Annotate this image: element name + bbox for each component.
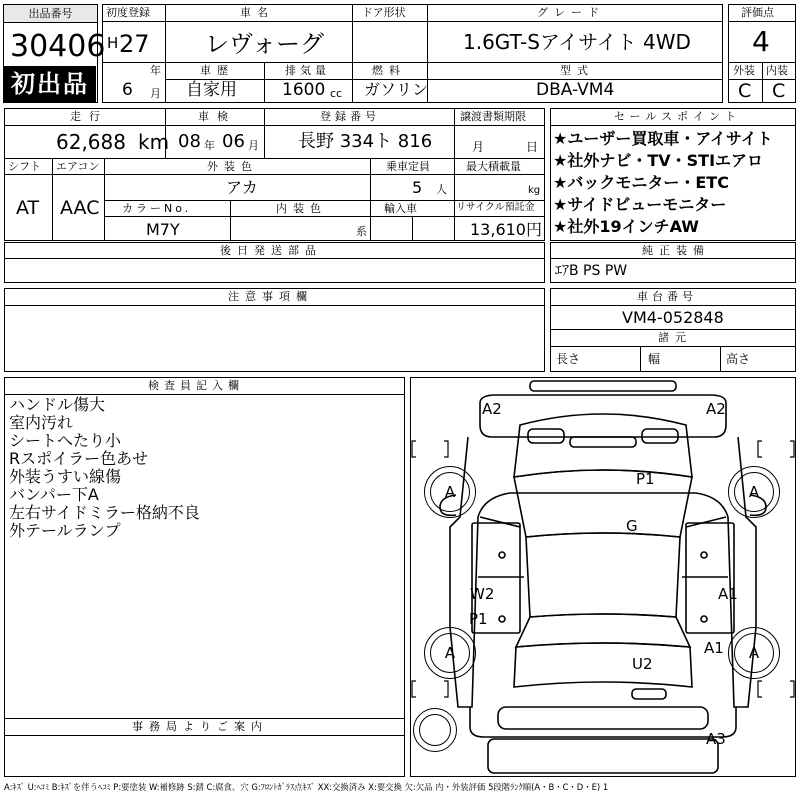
grade-label: グレード: [537, 6, 605, 19]
shift-label: シフト: [8, 160, 41, 173]
max-load-unit: kg: [528, 185, 541, 196]
fuel-label: 燃料: [372, 64, 406, 77]
dims-width: 幅: [648, 352, 661, 366]
spare-tire: [413, 708, 457, 752]
dims-length: 長さ: [556, 352, 581, 366]
color: アカ: [226, 178, 258, 197]
damage-a1-right: A1: [718, 585, 738, 603]
inspector-line-5: 外装うすい線傷: [9, 467, 122, 486]
mileage-label: 走行: [70, 110, 108, 123]
damage-p1-left: P1: [469, 610, 488, 628]
first-listing-text: 初出品: [11, 70, 89, 98]
lot-label: 出品番号: [4, 5, 97, 23]
damage-p1-top: P1: [636, 470, 655, 488]
sales-point-3: ★バックモニター・ETC: [553, 173, 729, 192]
inspector-line-7: 左右サイドミラー格納不良: [9, 503, 200, 522]
tire-rear-right-grade: A: [748, 644, 760, 662]
color-no: M7Y: [146, 220, 180, 239]
exterior-label: 外装: [733, 64, 755, 77]
first-listing-badge: [4, 66, 96, 102]
tire-front-right: [728, 466, 780, 518]
recycle: 13,610円: [470, 220, 542, 239]
insp-year: 08: [178, 131, 201, 152]
sales-point-5: ★社外19インチAW: [553, 217, 699, 236]
transfer-month: 月: [472, 140, 485, 154]
history-label: 車歴: [200, 64, 234, 77]
color-no-label: カラーNo.: [122, 202, 192, 215]
reg-number: 長野 334ト 816: [298, 131, 433, 152]
inspector-label: 検査員記入欄: [148, 379, 244, 392]
capacity: 5: [412, 178, 423, 197]
model-label: 型式: [560, 64, 594, 77]
damage-u2: U2: [632, 655, 653, 673]
capacity-label: 乗車定員: [386, 160, 430, 173]
color-label: 外装色: [207, 160, 258, 173]
grade: 1.6GT-Sアイサイト 4WD: [463, 30, 691, 54]
capacity-unit: 人: [436, 183, 447, 196]
car-diagram: [410, 377, 796, 777]
month: 6: [122, 80, 133, 100]
notes-label: 注意事項欄: [228, 290, 313, 303]
year: 27: [119, 30, 150, 58]
damage-w2: W2: [470, 585, 495, 603]
tire-front-left: [424, 466, 476, 518]
damage-a1-mid: A1: [704, 639, 724, 657]
month-unit: 月: [150, 87, 161, 100]
ac-label: エアコン: [56, 160, 100, 173]
inspection-label: 車検: [198, 110, 236, 123]
car-name-label: 車名: [240, 6, 274, 19]
era: H: [107, 34, 119, 52]
recycle-label: リサイクル預託金: [456, 202, 535, 213]
displacement-unit: cc: [330, 87, 343, 100]
damage-a3: A3: [706, 730, 726, 748]
int-color-unit: 系: [356, 225, 367, 238]
displacement-label: 排気量: [285, 64, 330, 77]
sales-point-4: ★サイドビューモニター: [553, 195, 727, 214]
tire-rear-right: [728, 627, 780, 679]
first-reg-label: 初度登録: [106, 6, 150, 19]
insp-month-unit: 月: [248, 139, 259, 152]
chassis-label: 車台番号: [637, 290, 697, 303]
insp-year-unit: 年: [204, 139, 215, 152]
damage-a2-left: A2: [482, 400, 502, 418]
exterior-grade: C: [738, 80, 752, 102]
history: 自家用: [186, 80, 237, 100]
model: DBA-VM4: [536, 80, 615, 100]
equipment-value: ｴｱB PS PW: [555, 263, 628, 279]
int-color-label: 内装色: [276, 202, 327, 215]
max-load-label: 最大積載量: [466, 160, 521, 173]
tire-rear-left: [424, 627, 476, 679]
displacement: 1600: [282, 80, 326, 100]
year-unit: 年: [150, 64, 161, 77]
tire-front-left-grade: A: [444, 483, 456, 501]
dims-height: 高さ: [726, 352, 751, 366]
reg-label: 登録番号: [320, 110, 380, 123]
later-parts-label: 後日発送部品: [220, 244, 322, 257]
interior-label: 内装: [766, 64, 788, 77]
damage-g: G: [626, 517, 638, 535]
equipment-label: 純正装備: [642, 244, 710, 257]
tire-rear-left-grade: A: [444, 644, 456, 662]
damage-a2-right: A2: [706, 400, 726, 418]
score-label: 評価点: [741, 6, 774, 19]
inspector-line-2: 室内汚れ: [9, 413, 74, 432]
import-label: 輸入車: [384, 202, 417, 215]
car-name: レヴォーグ: [205, 30, 325, 58]
interior-grade: C: [772, 80, 786, 102]
sales-points-label: セールスポイント: [614, 110, 742, 123]
shift: AT: [16, 197, 40, 219]
tire-front-right-grade: A: [748, 483, 760, 501]
mileage-unit: km: [138, 130, 170, 154]
dims-label: 諸元: [658, 331, 692, 344]
inspector-line-3: シートへたり小: [9, 431, 122, 450]
score: 4: [752, 25, 770, 58]
mileage: 62,688: [56, 130, 126, 154]
transfer-day: 日: [526, 140, 539, 154]
legend: A:ｷｽﾞ U:ﾍｺﾐ B:ｷｽﾞを伴うﾍｺﾐ P:要塗装 W:補修跡 S:錆 C:腐食、穴 G:ﾌﾛﾝﾄｶﾞﾗｽ点ｷｽﾞ XX:交換済み X:要交換 欠:欠品 内・外装評価 5段階ﾗﾝｸ順(A・B・C・D・E) 1: [4, 782, 609, 792]
ac: AAC: [60, 197, 100, 219]
insp-month: 06: [222, 131, 245, 152]
inspector-line-6: バンパー下A: [9, 485, 99, 504]
sales-point-2: ★社外ナビ・TV・STIエアロ: [553, 151, 764, 170]
chassis-number: VM4-052848: [622, 308, 724, 327]
door-label: ドア形状: [362, 6, 406, 19]
inspector-line-8: 外テールランプ: [9, 521, 121, 540]
inspector-line-4: Rスポイラー色あせ: [9, 449, 149, 468]
sales-point-1: ★ユーザー買取車・アイサイト: [553, 129, 773, 148]
office-label: 事務局よりご案内: [132, 720, 268, 733]
lot-number: 30406: [10, 29, 106, 64]
fuel: ガソリン: [364, 80, 429, 99]
transfer-label: 譲渡書類期限: [460, 110, 526, 123]
inspector-line-1: ハンドル傷大: [9, 395, 106, 414]
